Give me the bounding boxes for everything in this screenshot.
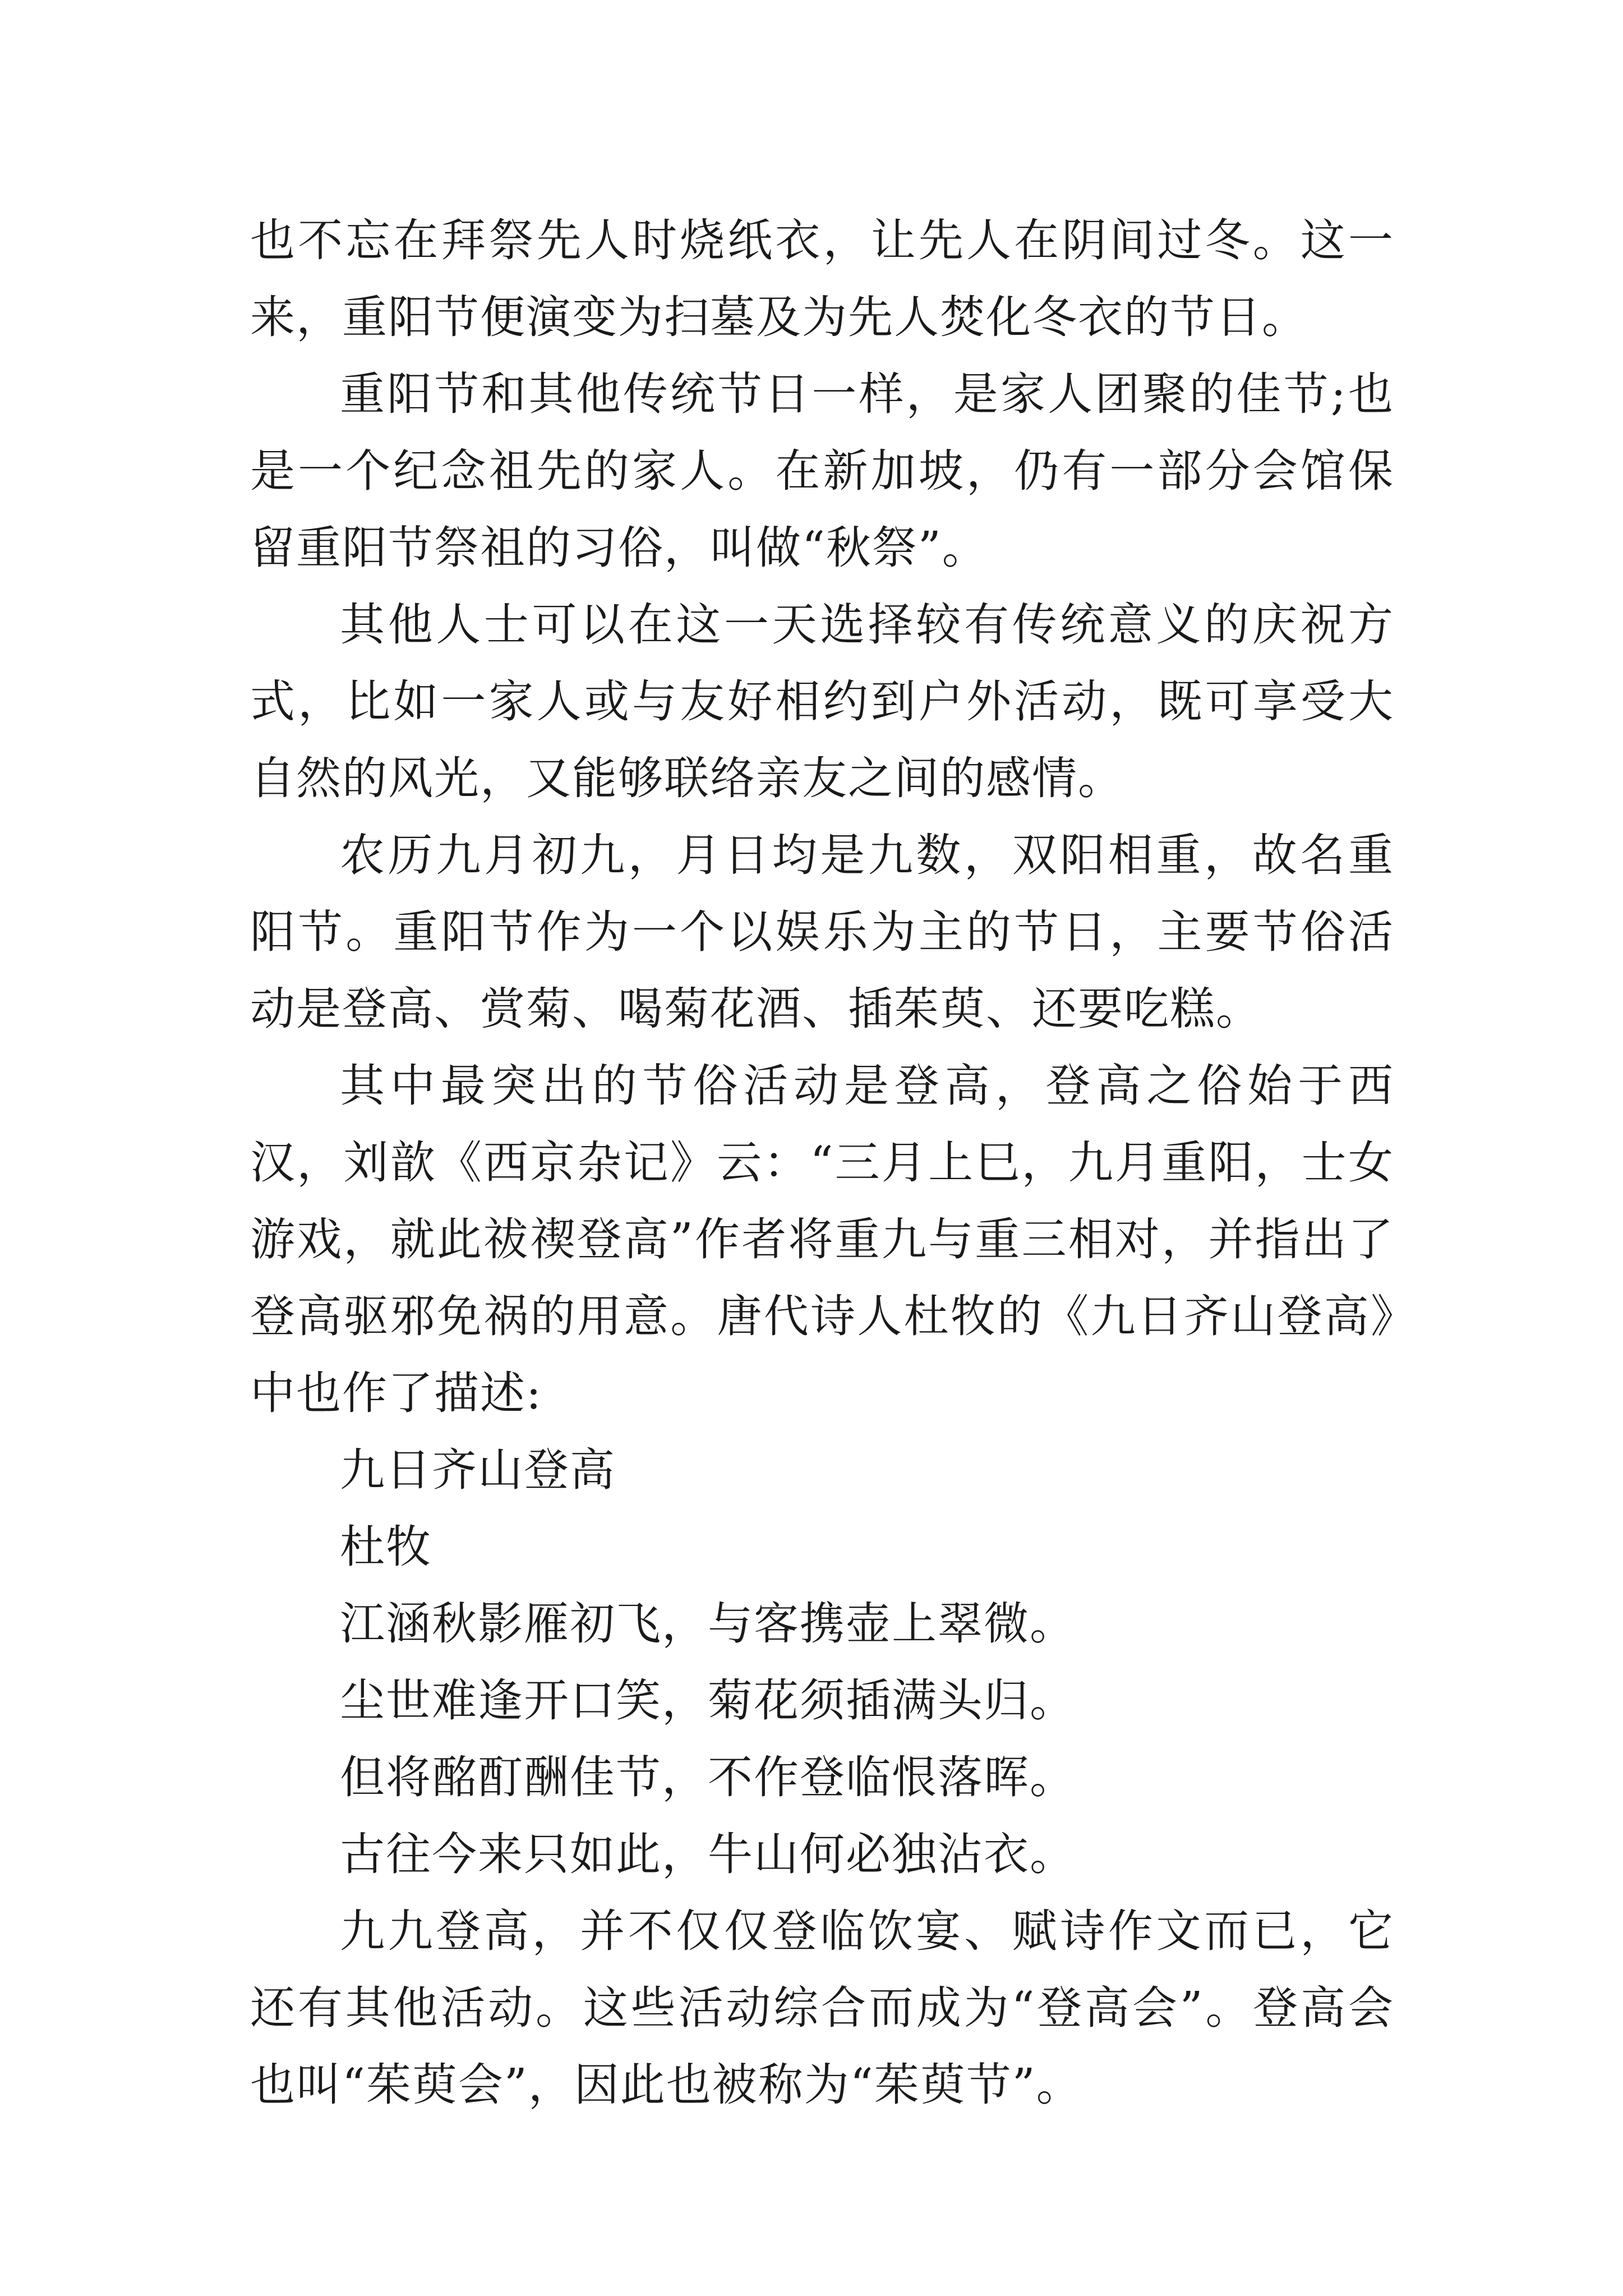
poem-title: 九日齐山登高 [340, 1444, 616, 1496]
poem-line: 江涵秋影雁初飞，与客携壶上翠微。 [340, 1598, 1076, 1650]
paragraph-celebration-ways: 其他人士可以在这一天选择较有传统意义的庆祝方式，比如一家人或与友好相约到户外活动，既可享受大自然的风光，又能够联络亲友之间的感情。 [250, 599, 1394, 804]
paragraph-continued: 也不忘在拜祭先人时烧纸衣，让先人在阴间过冬。这一来，重阳节便演变为扫墓及为先人焚化冬衣的节日。 [250, 214, 1394, 343]
document-body [250, 202, 1394, 2123]
poem-author: 杜牧 [340, 1521, 432, 1573]
poem-line: 但将酩酊酬佳节，不作登临恨落晖。 [340, 1751, 1076, 1803]
poem-line: 古往今来只如此，牛山何必独沾衣。 [340, 1828, 1076, 1880]
poem-line: 尘世难逢开口笑，菊花须插满头归。 [340, 1674, 1076, 1727]
paragraph-zhuyu-festival: 九九登高，并不仅仅登临饮宴、赋诗作文而已，它还有其他活动。这些活动综合而成为“登高会”。登高会也叫“茱萸会”，因此也被称为“茱萸节”。 [250, 1905, 1394, 2111]
paragraph-festival-origin: 农历九月初九，月日均是九数，双阳相重，故名重阳节。重阳节作为一个以娱乐为主的节日，主要节俗活动是登高、赏菊、喝菊花酒、插茱萸、还要吃糕。 [250, 829, 1394, 1035]
paragraph-family-reunion: 重阳节和其他传统节日一样，是家人团聚的佳节;也是一个纪念祖先的家人。在新加坡，仍有一部分会馆保留重阳节祭祖的习俗，叫做“秋祭”。 [250, 368, 1394, 574]
paragraph-climbing-custom: 其中最突出的节俗活动是登高，登高之俗始于西汉，刘歆《西京杂记》云：“三月上巳，九月重阳，士女游戏，就此祓禊登高”作者将重九与重三相对，并指出了登高驱邪免祸的用意。唐代诗人杜牧的《九日齐山登高》中也作了描述: [250, 1060, 1394, 1419]
